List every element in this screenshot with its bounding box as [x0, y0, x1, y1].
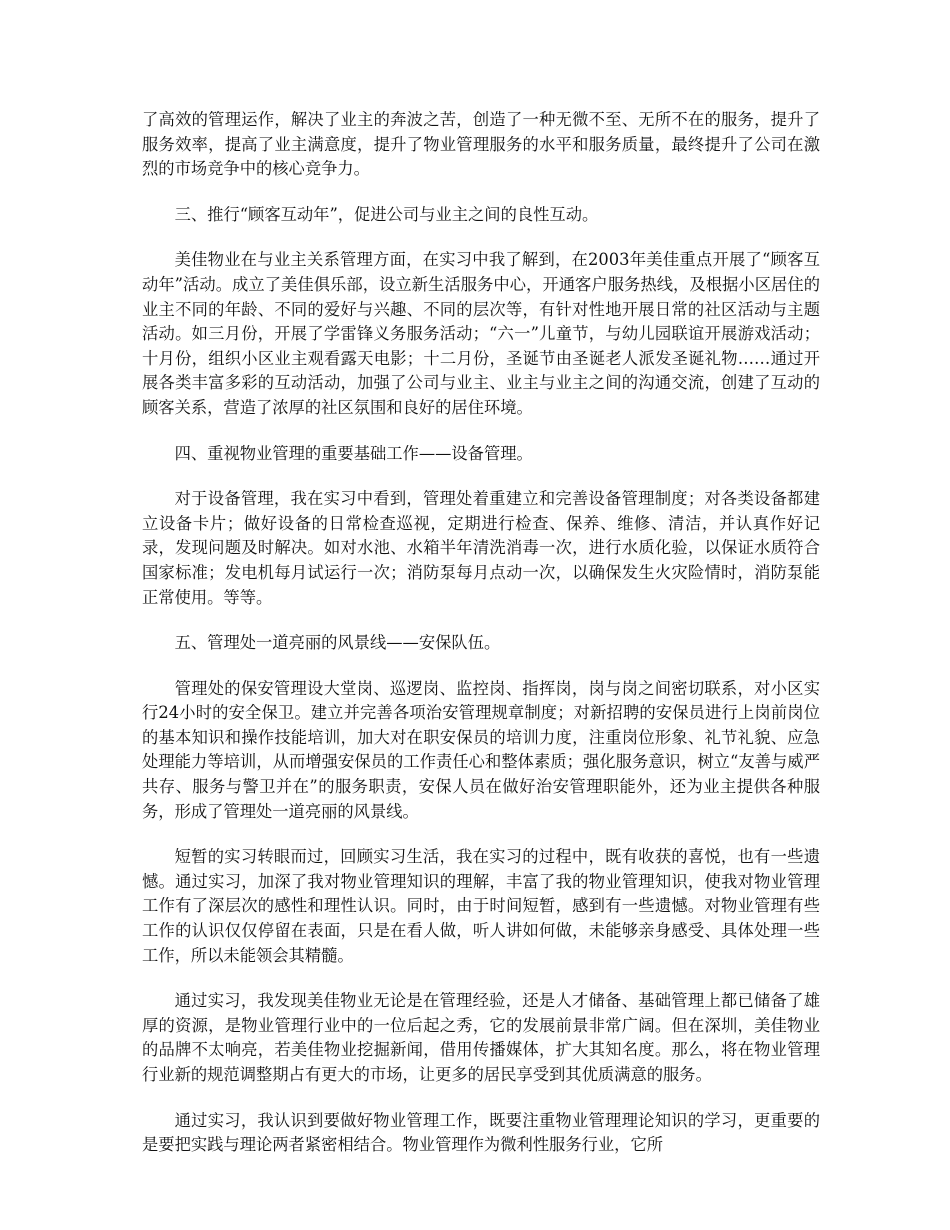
paragraph-equipment-management: 对于设备管理，我在实习中看到，管理处着重建立和完善设备管理制度；对各类设备都建立设备卡片；做好设备的日常检查巡视，定期进行检查、保养、维修、清洁，并认真作好记录，发现问题及时解决。如对水池、水箱半年清洗消毒一次，进行水质化验，以保证水质符合国家标准；发电机每月试运行一次；消防泵每月点动一次，以确保发生火灾险情时，消防泵能正常使用。等等。	[142, 489, 820, 607]
section-heading-5: 五、管理处一道亮丽的风景线——安保队伍。	[174, 633, 501, 653]
section-heading-4: 四、重视物业管理的重要基础工作——设备管理。	[174, 443, 533, 463]
paragraph-continuation: 了高效的管理运作，解决了业主的奔波之苦，创造了一种无微不至、无所不在的服务，提升了服务效率，提高了业主满意度，提升了物业管理服务的水平和服务质量，最终提升了公司在激烈的市场竞争中的核心竞争力。	[142, 110, 820, 179]
section-heading-3: 三、推行“顾客互动年”，促进公司与业主之间的良性互动。	[174, 204, 599, 224]
paragraph-customer-interaction: 美佳物业在与业主关系管理方面，在实习中我了解到，在2003年美佳重点开展了“顾客互动年”活动。成立了美佳俱乐部，设立新生活服务中心，开通客户服务热线，及根据小区居住的业主不同的年龄、不同的爱好与兴趣、不同的层次等，有针对性地开展日常的社区活动与主题活动。如三月份，开展了学雷锋义务服务活动；“六一”儿童节，与幼儿园联谊开展游戏活动；十月份，组织小区业主观看露天电影；十二月份，圣诞节由圣诞老人派发圣诞礼物……通过开展各类丰富多彩的互动活动，加强了公司与业主、业主与业主之间的沟通交流，创建了互动的顾客关系，营造了浓厚的社区氛围和良好的居住环境。	[142, 250, 820, 417]
document-page	[142, 108, 820, 1179]
paragraph-security-team: 管理处的保安管理设大堂岗、巡逻岗、监控岗、指挥岗，岗与岗之间密切联系，对小区实行24小时的安全保卫。建立并完善各项治安管理规章制度；对新招聘的安保员进行上岗前岗位的基本知识和操作技能培训，加大对在职安保员的培训力度，注重岗位形象、礼节礼貌、应急处理能力等培训，从而增强安保员的工作责任心和整体素质；强化服务意识，树立“友善与威严共存、服务与警卫并在”的服务职责，安保人员在做好治安管理职能外，还为业主提供各种服务，形成了管理处一道亮丽的风景线。	[142, 678, 820, 821]
paragraph-theory-practice: 通过实习，我认识到要做好物业管理工作，既要注重物业管理理论知识的学习，更重要的是要把实践与理论两者紧密相结合。物业管理作为微利性服务行业，它所	[142, 1110, 820, 1155]
paragraph-company-prospects: 通过实习，我发现美佳物业无论是在管理经验，还是人才储备、基础管理上都已储备了雄厚的资源，是物业管理行业中的一位后起之秀，它的发展前景非常广阔。但在深圳，美佳物业的品牌不太响亮，若美佳物业挖掘新闻，借用传播媒体，扩大其知名度。那么，将在物业管理行业新的规范调整期占有更大的市场，让更多的居民享受到其优质满意的服务。	[142, 991, 820, 1084]
paragraph-internship-reflection: 短暂的实习转眼而过，回顾实习生活，我在实习的过程中，既有收获的喜悦，也有一些遗憾。通过实习，加深了我对物业管理知识的理解，丰富了我的物业管理知识，使我对物业管理工作有了深层次的感性和理性认识。同时，由于时间短暂，感到有一些遗憾。对物业管理有些工作的认识仅仅停留在表面，只是在看人做，听人讲如何做，未能够亲身感受、具体处理一些工作，所以未能领会其精髓。	[142, 847, 820, 965]
